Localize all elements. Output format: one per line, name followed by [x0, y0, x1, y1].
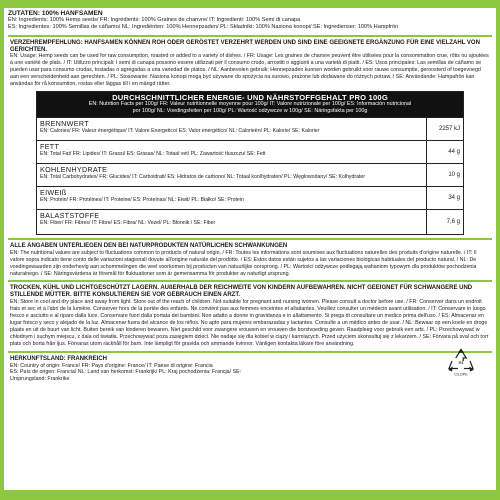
ingredients-line-1: EN: Ingredients: 100% Hemp seeds/ FR: Ingrédients: 100% Graines de chanvre/ IT: Ingredienti: 100% Semi di canapa — [8, 17, 301, 24]
nutrient-name: BRENNWERT — [40, 118, 89, 128]
label-content — [8, 10, 492, 386]
nutrient-translations: EN: Protein/ FR: Protéines/ IT: Proteine/ ES: Proteínas/ NL: Eiwit/ PL: Białko/ SE: Protein — [40, 196, 244, 203]
nutrition-header — [37, 92, 463, 117]
origin-line-2: ES: País de origen: Francia/ NL: Land van herkomst: Frankrijk/ PL: Kraj pochodzenia: Francja/ SE: — [10, 369, 242, 376]
origin-line-1: EN: Country of origin: France/ FR: Pays d'origine: France/ IT: Paese di origine: Francia — [10, 362, 213, 369]
divider — [8, 351, 492, 353]
left-green-border — [0, 8, 4, 490]
nutrition-row — [37, 163, 463, 186]
right-green-border — [496, 8, 500, 490]
origin-title: HERKUNFTSLAND: FRANKREICH — [10, 355, 107, 362]
nutrient-value: 34 g — [448, 194, 460, 201]
usage-body: EN: Usage: Hemp seeds can be used for raw consumption, roasted or added to a variety of dishes. / FR: Usage: Les graines de chanvre peuvent être utilisées pour la consommation crue, rôtis ou ajoutées à une variété de plats. / IT: Utilizzo principali: I semi di canapa possono essere utilizzati per il consumo crudo, arrostiti o aggiunti a una varietà di piatti. / ES: Usos principales: Las semillas de cáñamo se pueden usar para consumo crudas, tostadas o agregadas a una variedad de platos. / NL: Aanbevolen gebruik: Hennepzaden kunnen worden gebruikt voor rauwe consumptie, geroosterd of toegevoegd aan een verscheidenheid aan gerechten. / PL: Stosowanie: Nasiona konopi mogą być używane do spożycia na surowo, prażone lub dodawane do różnych potraw. / SE: Användande: Hampafrön kan användas för rå konsumtion, rostas eller läggas till i en mängd rätter. — [10, 53, 489, 88]
ingredients-title: ZUTATEN: 100% HANFSAMEN — [8, 10, 103, 17]
nutrient-name: BALASTSTOFFE — [40, 210, 100, 220]
fluctuation-body: EN: The nutritional values are subject to fluctuations common to products of natural origin. / FR: Toutes les informations sont soumises aux fluctuations naturelles des produits d'origine naturelle. / IT: Il valore sopra indicato tiene conto delle variazioni stagionali dovute all'origine naturale del prodotto. / ES: Estos datos están sujetos a las variaciones biológicas habituales del producto natural. / NL: De voedingswaarden zijn onderhevig aan schommelingen die veel voorkomen bij producten van natuurlijke oorsprong. / PL: Wartości odżywcze podlegają wahaniom typowym dla produktów pochodzenia naturalnego. / SE: Näringsvärdena är föremål för fluktuationer som är gemensamma för produkter av naturligt ursprung. — [10, 249, 477, 277]
divider — [8, 280, 492, 282]
nutrient-value: 10 g — [448, 171, 460, 178]
nutrient-value: 7,6 g — [446, 218, 460, 225]
usage-section — [10, 40, 490, 88]
fluctuation-title: ALLE ANGABEN UNTERLIEGEN DEN BEI NATURPRODUKTEN NATÜRLICHEN SCHWANKUNGEN — [10, 242, 288, 249]
ingredients-line-2: ES: Ingredientes: 100% Semillas de cáñamo/ NL: Ingrediënten: 100% Hennepzaden/ PL: Składniki: 100% Nasiona konopi/ SE: Ingredienser: 100% Hampfrön — [8, 24, 399, 31]
nutrient-value: 2257 kJ — [438, 125, 460, 132]
divider — [8, 35, 492, 37]
nutrition-row — [37, 140, 463, 163]
ingredients-section — [8, 10, 492, 32]
nutrition-row — [37, 186, 463, 209]
nutrition-subtitle-2: por 100g/ NL: Voedingsfeiten per 100g/ PL: Wartość odżywcze w 100g/ SE: Näringsfakta per 100g — [132, 107, 368, 114]
divider — [8, 238, 492, 240]
recycle-material: C/LDPE — [454, 371, 468, 376]
nutrition-title: DURCHSCHNITTLICHER ENERGIE- UND NÄHRSTOFFGEHALT PRO 100G — [112, 92, 388, 102]
nutrient-translations: EN: Fiber/ FR: Fibres/ IT: Fibre/ ES: Fibra/ NL: Vezel/ PL: Błonnik / SE: Fiber — [40, 219, 216, 226]
storage-body: EN: Store in cool and dry place and away from light. Store out of the reach of children. Not suitable for pregnant and nursing women. Please consult a doctor before use. / FR: Conserver dans un endroit frais et sec et à l'abri de la lumière. Conserver hors de la portée des enfants. Ne convient pas aux femmes enceintes et allaitantes. Veuillez consulter un médecin avant utilisation. / IT: Conservare in luogo fresco e asciutto e al riparo dalla luce. Conservare fuori dalla portata dei bambini. Non adatto a donne in gravidanza e in allattamento. Si prega di consultare un medico prima dell'uso. / ES: Almacenar en lugar fresco y seco y alejado de la luz. Almacenar fuera del alcance de los niños. No apto para mujeres embarazadas y lactantes. Consulte a un médico antes de usar. / NL: Bewaar op een koele en droge plaats en uit de buurt van licht. Buiten bereik van kinderen bewaren. Niet geschikt voor zwangere vrouwen en vrouwen die borstvoeding geven. Raadpleeg voor gebruik een arts. / PL: Przechowywać w chłodnym i suchym miejscu, z dala od światła. Przechowywać poza zasięgiem dzieci. Nie nadaje się dla kobiet w ciąży i karmiących. Przed użyciem skonsultuj się z lekarzem. / SE: Förvara på sval och torr plats och borta från ljus. Förvaras utom räckhåll för barn. Inte lämpligt för gravida och ammande kvinnor. Vänligen kontakta läkare före användning. — [10, 299, 489, 347]
bottom-green-bar — [0, 490, 500, 500]
nutrient-translations: EN: Total Fat/ FR: Lipides/ IT: Grassi/ ES: Grasas/ NL: Totaal vet/ PL: Zawartość tłuszczu/ SE: Fett — [40, 150, 266, 157]
nutrient-name: FETT — [40, 141, 60, 151]
nutrient-translations: EN: Calories/ FR: Valeur énergétique/ IT: Valore Energetico/ ES: Valor energético/ NL: Calorieën/ PL: Kalorie/ SE: Kalorier — [40, 127, 320, 134]
recycle-code: 84 — [458, 359, 464, 365]
origin-section — [10, 356, 490, 384]
top-green-bar — [0, 0, 500, 8]
nutrition-row — [37, 117, 463, 140]
storage-title: TROCKEN, KÜHL UND LICHTGESCHÜTZT LAGERN. AUßERHALB DER REICHWEITE VON KINDERN AUFBEWAHREN. NICHT GEEIGNET FÜR SCHWANGERE UND STILLENDE MÜTTER. BITTE KONSULTIEREN SIE VOR GEBRAUCH EINEN ARZT. — [10, 285, 473, 299]
origin-line-3: Ursprungsland: Frankrike — [10, 376, 70, 383]
nutrition-table — [36, 91, 464, 235]
nutrient-name: EIWEIß — [40, 187, 67, 197]
nutrition-subtitle-1: EN: Nutrition Facts per 100g/ FR: Valeur nutritionnelle moyenne pour 100g/ IT: Valore nutrizionale per 100g/ ES: Información nutricional — [88, 100, 412, 107]
usage-title: VERZEHREMPFEHLUNG: HANFSAMEN KÖNNEN ROH ODER GERÖSTET VERZEHRT WERDEN UND SIND EINE GEEIGNETE ERGÄNZUNG FÜR EINE VIELZAHL VON GERICHTEN. — [10, 39, 480, 53]
nutrient-name: KOHLENHYDRATE — [40, 164, 108, 174]
recycle-icon — [446, 346, 476, 376]
fluctuation-section — [10, 243, 490, 278]
nutrition-row — [37, 209, 463, 234]
nutrient-value: 44 g — [448, 148, 460, 155]
nutrient-translations: EN: Total Carbohydrates/ FR: Glucides/ IT: Carboidrati/ ES: Hidratos de carbono/ NL: Totaal koolhydraten/ PL: Węglowodany/ SE: Kolhydrater — [40, 173, 366, 180]
storage-section — [10, 285, 490, 347]
